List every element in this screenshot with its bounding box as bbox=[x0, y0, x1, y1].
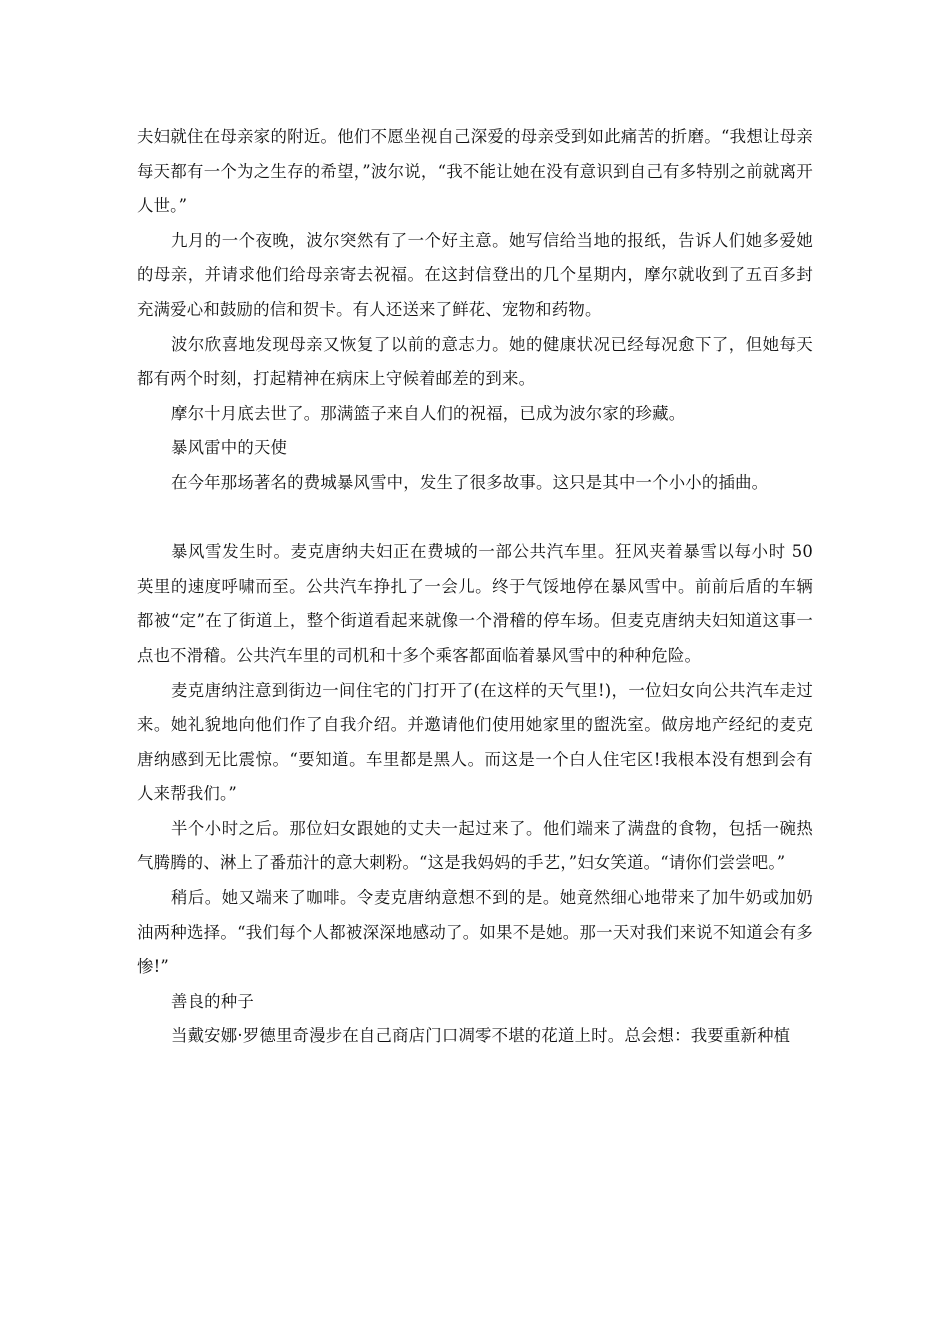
paragraph: 摩尔十月底去世了。那满篮子来自人们的祝福，已成为波尔家的珍藏。 bbox=[171, 403, 686, 423]
document-body bbox=[137, 120, 813, 1054]
paragraph: 暴风雪发生时。麦克唐纳夫妇正在费城的一部公共汽车里。狂风夹着暴雪以每小时 50 英里的速度呼啸而至。公共汽车挣扎了一会儿。终于气馁地停在暴风雪中。前前后盾的车辆都被“定”在了街道上，整个街道看起来就像一个滑稽的停车场。但麦克唐纳夫妇知道这事一点也不滑稽。公共汽车里的司机和十多个乘客都面临着暴风雪中的种种危险。 bbox=[137, 542, 813, 665]
paragraph: 在今年那场著名的费城暴风雪中，发生了很多故事。这只是其中一个小小的插曲。 bbox=[171, 472, 769, 492]
paragraph: 麦克唐纳注意到街边一间住宅的门打开了(在这样的天气里!)，一位妇女向公共汽车走过来。她礼貌地向他们作了自我介绍。并邀请他们使用她家里的盥洗室。做房地产经纪的麦克唐纳感到无比震惊。“要知道。车里都是黑人。而这是一个白人住宅区!我根本没有想到会有人来帮我们。” bbox=[137, 680, 813, 804]
blank-line bbox=[137, 501, 813, 536]
paragraph: 波尔欣喜地发现母亲又恢复了以前的意志力。她的健康状况已经每况愈下了，但她每天都有两个时刻，打起精神在病床上守候着邮差的到来。 bbox=[137, 334, 813, 389]
section-heading: 善良的种子 bbox=[171, 991, 254, 1011]
paragraph-continued: 夫妇就住在母亲家的附近。他们不愿坐视自己深爱的母亲受到如此痛苦的折磨。“我想让母亲每天都有一个为之生存的希望，”波尔说，“我不能让她在没有意识到自己有多特别之前就离开人世。” bbox=[137, 127, 813, 216]
paragraph: 稍后。她又端来了咖啡。令麦克唐纳意想不到的是。她竟然细心地带来了加牛奶或加奶油两种选择。“我们每个人都被深深地感动了。如果不是她。那一天对我们来说不知道会有多惨!” bbox=[137, 888, 813, 977]
paragraph: 九月的一个夜晚，波尔突然有了一个好主意。她写信给当地的报纸，告诉人们她多爱她的母亲，并请求他们给母亲寄去祝福。在这封信登出的几个星期内，摩尔就收到了五百多封充满爱心和鼓励的信和贺卡。有人还送来了鲜花、宠物和药物。 bbox=[137, 230, 813, 319]
section-heading: 暴风雷中的天使 bbox=[171, 438, 288, 458]
paragraph: 半个小时之后。那位妇女跟她的丈夫一起过来了。他们端来了满盘的食物，包括一碗热气腾腾的、淋上了番茄汁的意大刺粉。“这是我妈妈的手艺，”妇女笑道。“请你们尝尝吧。” bbox=[137, 818, 813, 873]
paragraph: 当戴安娜·罗德里奇漫步在自己商店门口凋零不堪的花道上时。总会想：我要重新种植 bbox=[171, 1026, 791, 1046]
